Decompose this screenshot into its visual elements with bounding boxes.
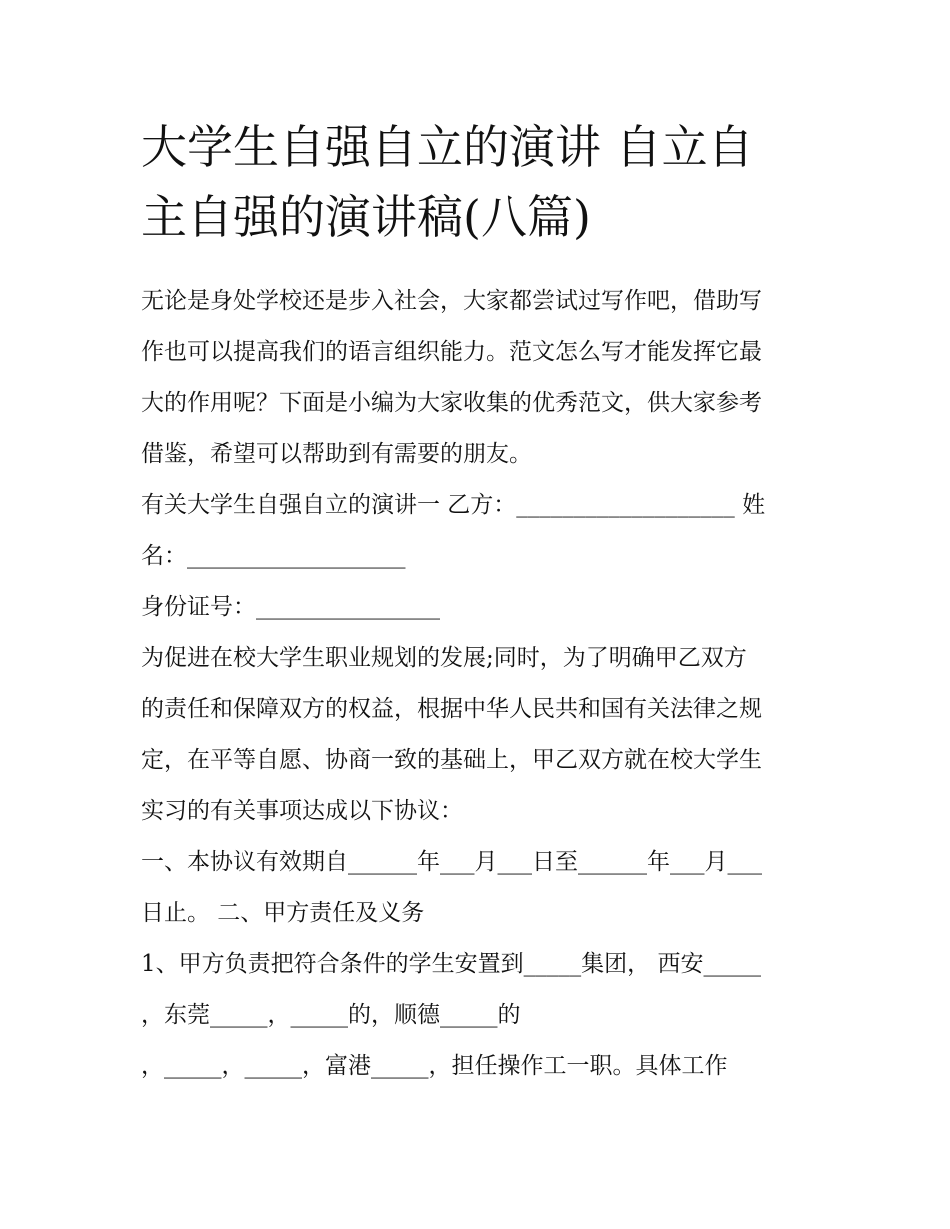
body-line: 的责任和保障双方的权益，根据中华人民共和国有关法律之规: [141, 696, 762, 722]
body-line: 作也可以提高我们的语言组织能力。范文怎么写才能发挥它最: [141, 339, 762, 365]
body-line: 为促进在校大学生职业规划的发展;同时，为了明确甲乙双方: [141, 645, 747, 671]
body-line: ，_____，_____，富港_____，担任操作工一职。具体工作: [141, 1053, 728, 1079]
body-line: 身份证号：________________: [141, 594, 440, 620]
title-line: 主自强的演讲稿(八篇): [141, 190, 591, 244]
title-line: 大学生自强自立的演讲 自立自: [141, 120, 754, 174]
body-line: ，东莞_____，_____的，顺德_____的: [141, 1002, 521, 1028]
body-line: 实习的有关事项达成以下协议：: [141, 798, 463, 824]
body-line: 名：___________________: [141, 543, 406, 569]
body-line: 大的作用呢？下面是小编为大家收集的优秀范文，供大家参考: [141, 390, 762, 416]
body-line: 日止。 二、甲方责任及义务: [141, 900, 425, 926]
document-page: [141, 112, 821, 1092]
body-line: 定，在平等自愿、协商一致的基础上，甲乙双方就在校大学生: [141, 747, 762, 773]
body-line: 1、甲方负责把符合条件的学生安置到_____集团， 西安_____: [141, 951, 761, 977]
body-line: 一、本协议有效期自______年___月___日至______年___月___: [141, 849, 762, 875]
body-line: 无论是身处学校还是步入社会，大家都尝试过写作吧，借助写: [141, 288, 762, 314]
body-line: 有关大学生自强自立的演讲一 乙方：___________________ 姓: [141, 492, 766, 518]
document-title: [141, 112, 821, 252]
document-body: [141, 276, 821, 1092]
body-line: 借鉴，希望可以帮助到有需要的朋友。: [141, 441, 532, 467]
